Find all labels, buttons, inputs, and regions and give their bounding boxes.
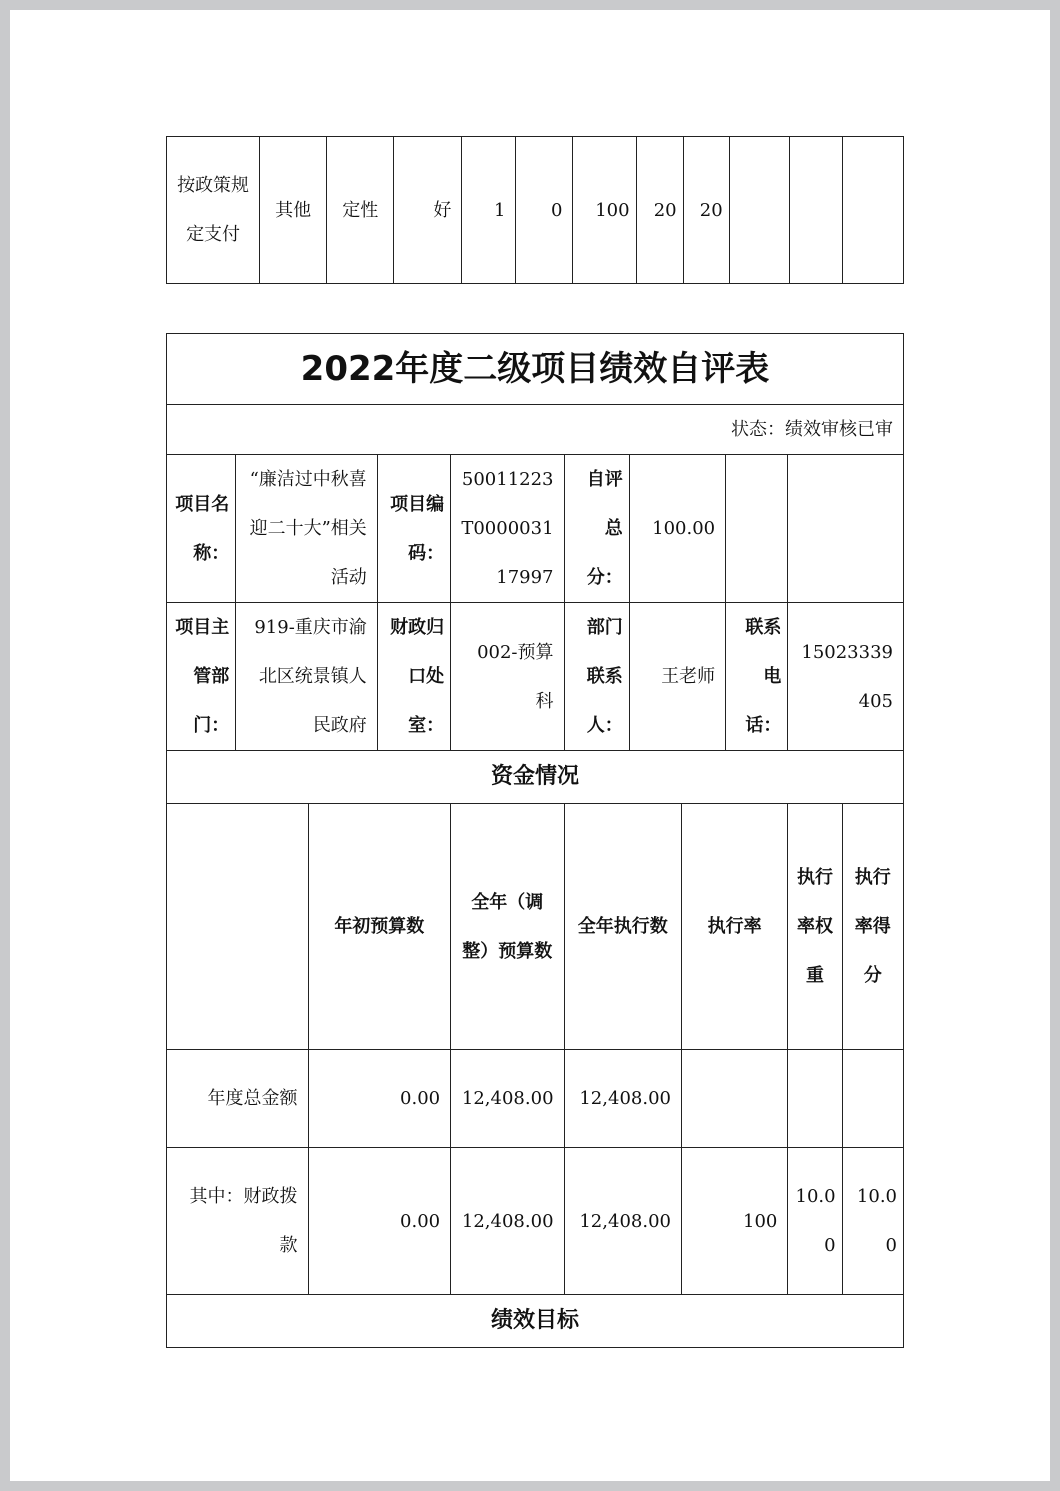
funds-header-adjusted: 全年（调整）预算数 <box>451 804 564 1050</box>
form-title: 2022年度二级项目绩效自评表 <box>167 334 904 405</box>
indicator-value-b: 0 <box>516 137 573 284</box>
self-score-label: 自评总分： <box>564 455 629 603</box>
dept-label: 项目主管部门： <box>167 603 236 751</box>
funds-row-label: 其中：财政拨款 <box>167 1148 309 1295</box>
project-name: “廉洁过中秋喜迎二十大”相关活动 <box>236 455 378 603</box>
funds-row-weight <box>788 1050 842 1148</box>
indicator-type: 其他 <box>260 137 327 284</box>
funds-header-blank <box>167 804 309 1050</box>
self-evaluation-form <box>166 333 904 1348</box>
funds-row-rate: 100 <box>681 1148 787 1295</box>
funds-row-score <box>842 1050 903 1148</box>
finance-office: 002-预算科 <box>451 603 564 751</box>
funds-row-executed: 12,408.00 <box>564 1148 681 1295</box>
funds-row-executed: 12,408.00 <box>564 1050 681 1148</box>
indicator-value-c: 100 <box>573 137 636 284</box>
indicator-empty-1 <box>729 137 789 284</box>
indicator-name: 按政策规定支付 <box>167 137 260 284</box>
project-code-label: 项目编码： <box>377 455 450 603</box>
review-status: 状态：绩效审核已审 <box>167 405 904 455</box>
funds-row-score: 10.00 <box>842 1148 903 1295</box>
funds-header-rate: 执行率 <box>681 804 787 1050</box>
funds-row-adjusted: 12,408.00 <box>451 1050 564 1148</box>
funds-row-initial: 0.00 <box>308 1050 451 1148</box>
funds-header-score: 执行率得分 <box>842 804 903 1050</box>
self-score: 100.00 <box>629 455 725 603</box>
indicator-score: 20 <box>683 137 729 284</box>
contact-name: 王老师 <box>629 603 725 751</box>
funds-header-initial: 年初预算数 <box>308 804 451 1050</box>
funds-section-title: 资金情况 <box>167 751 904 804</box>
contact-label: 部门联系人： <box>564 603 629 751</box>
indicator-nature: 定性 <box>327 137 394 284</box>
funds-row-rate <box>681 1050 787 1148</box>
empty-cell-a <box>726 455 788 603</box>
indicator-table-continuation <box>166 136 904 284</box>
indicator-empty-2 <box>789 137 842 284</box>
indicator-empty-3 <box>842 137 903 284</box>
funds-row-weight: 10.00 <box>788 1148 842 1295</box>
funds-header-weight: 执行率权重 <box>788 804 842 1050</box>
targets-section-title: 绩效目标 <box>167 1295 904 1348</box>
phone-label: 联系电话： <box>726 603 788 751</box>
indicator-weight: 20 <box>636 137 683 284</box>
project-name-label: 项目名称： <box>167 455 236 603</box>
phone-number: 15023339405 <box>788 603 904 751</box>
funds-header-executed: 全年执行数 <box>564 804 681 1050</box>
dept-name: 919-重庆市渝北区统景镇人民政府 <box>236 603 378 751</box>
document-page <box>10 10 1050 1481</box>
funds-row-initial: 0.00 <box>308 1148 451 1295</box>
indicator-target: 好 <box>394 137 462 284</box>
empty-cell-b <box>788 455 904 603</box>
finance-office-label: 财政归口处室： <box>377 603 450 751</box>
indicator-value-a: 1 <box>462 137 516 284</box>
funds-row-adjusted: 12,408.00 <box>451 1148 564 1295</box>
funds-row-label: 年度总金额 <box>167 1050 309 1148</box>
project-code: 50011223T000003117997 <box>451 455 564 603</box>
